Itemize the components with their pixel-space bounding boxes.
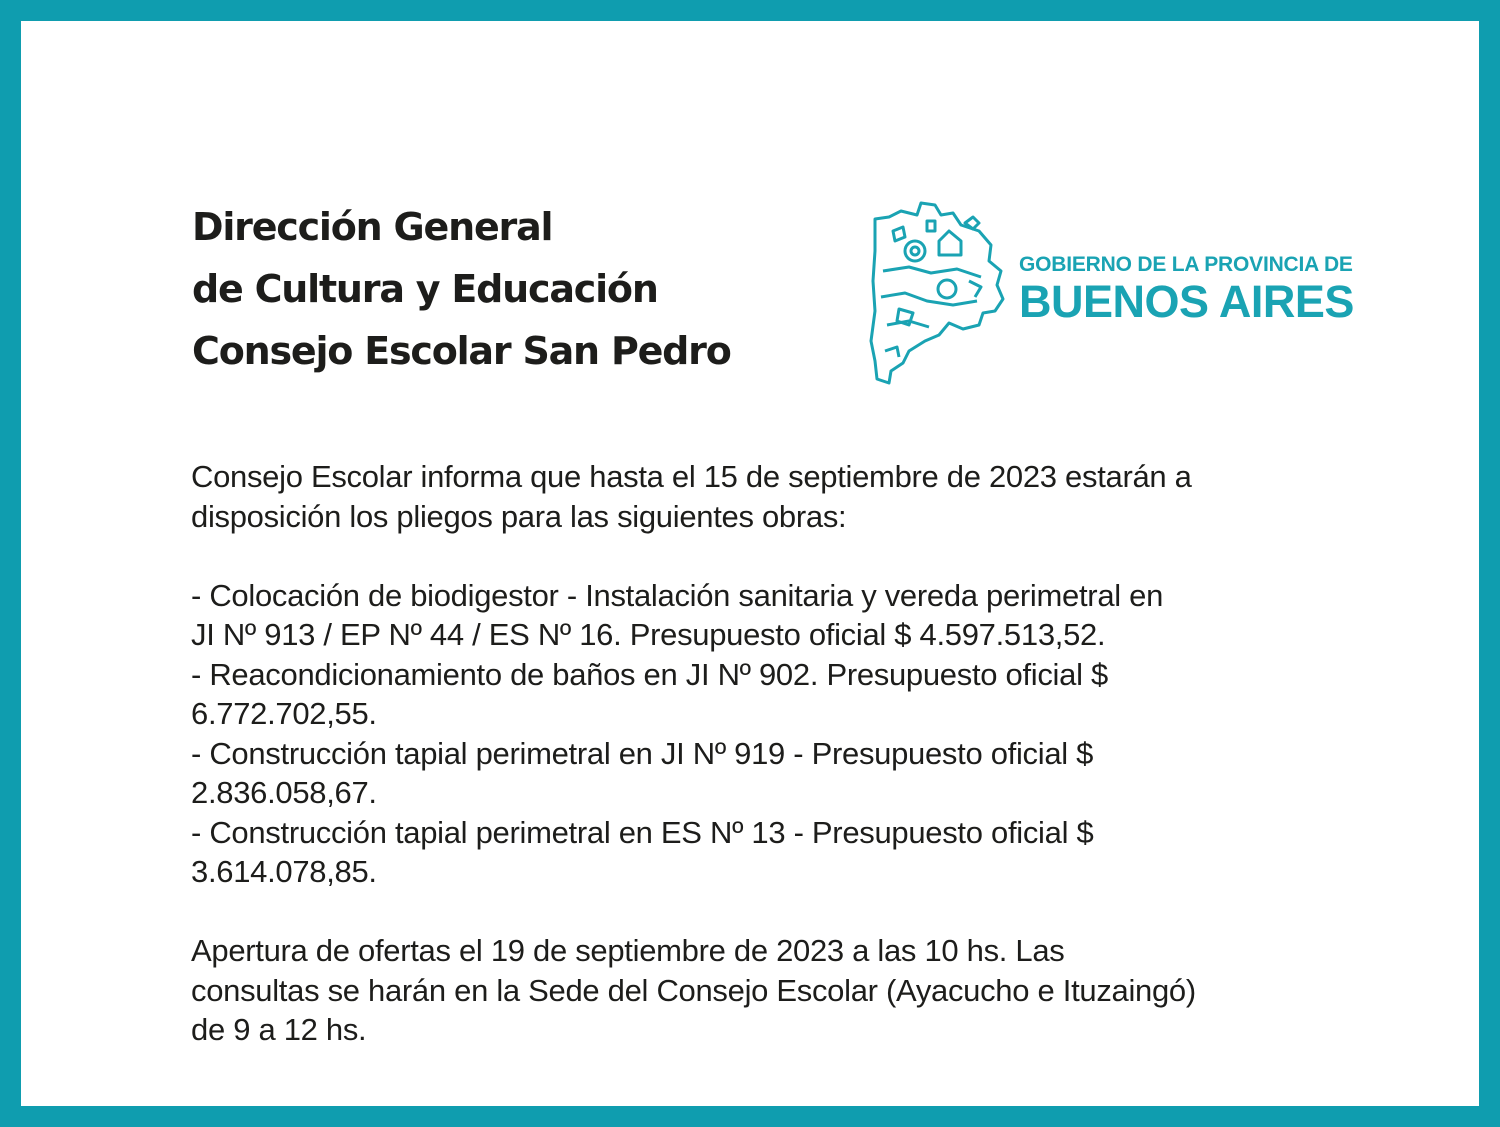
closing-line: Apertura de ofertas el 19 de septiembre de 2023 a las 10 hs. Las: [191, 933, 1065, 968]
work-item-line: 2.836.058,67.: [191, 775, 377, 810]
work-item-line: - Construcción tapial perimetral en JI Nº 919 - Presupuesto oficial $: [191, 735, 1094, 771]
work-item-line: - Colocación de biodigestor - Instalación sanitaria y vereda perimetral en: [191, 577, 1164, 613]
institution-title: [192, 196, 731, 382]
title-line-2: de Cultura y Educación: [192, 267, 658, 311]
work-item-line: JI Nº 913 / EP Nº 44 / ES Nº 16. Presupuesto oficial $ 4.597.513,52.: [191, 617, 1106, 652]
work-item-line: - Reacondicionamiento de baños en JI Nº 902. Presupuesto oficial $: [191, 656, 1108, 692]
government-logo: [869, 201, 1379, 386]
logo-line-2: BUENOS AIRES: [1019, 276, 1354, 327]
work-item-line: - Construcción tapial perimetral en ES Nº 13 - Presupuesto oficial $: [191, 814, 1094, 850]
work-item-line: 6.772.702,55.: [191, 696, 377, 731]
title-line-3: Consejo Escolar San Pedro: [192, 329, 731, 373]
closing-line: de 9 a 12 hs.: [191, 1012, 367, 1047]
announcement-body: [191, 457, 1381, 1050]
closing-line: consultas se harán en la Sede del Consejo Escolar (Ayacucho e Ituzaingó): [191, 972, 1196, 1008]
logo-line-1: GOBIERNO DE LA PROVINCIA DE: [1019, 253, 1353, 276]
intro-line: disposición los pliegos para las siguientes obras:: [191, 498, 847, 534]
province-map-icon: [869, 201, 1009, 386]
intro-line: Consejo Escolar informa que hasta el 15 de septiembre de 2023 estarán a: [191, 459, 1192, 494]
title-line-1: Dirección General: [192, 205, 553, 249]
work-item-line: 3.614.078,85.: [191, 854, 377, 889]
logo-wordmark: [1019, 253, 1354, 327]
